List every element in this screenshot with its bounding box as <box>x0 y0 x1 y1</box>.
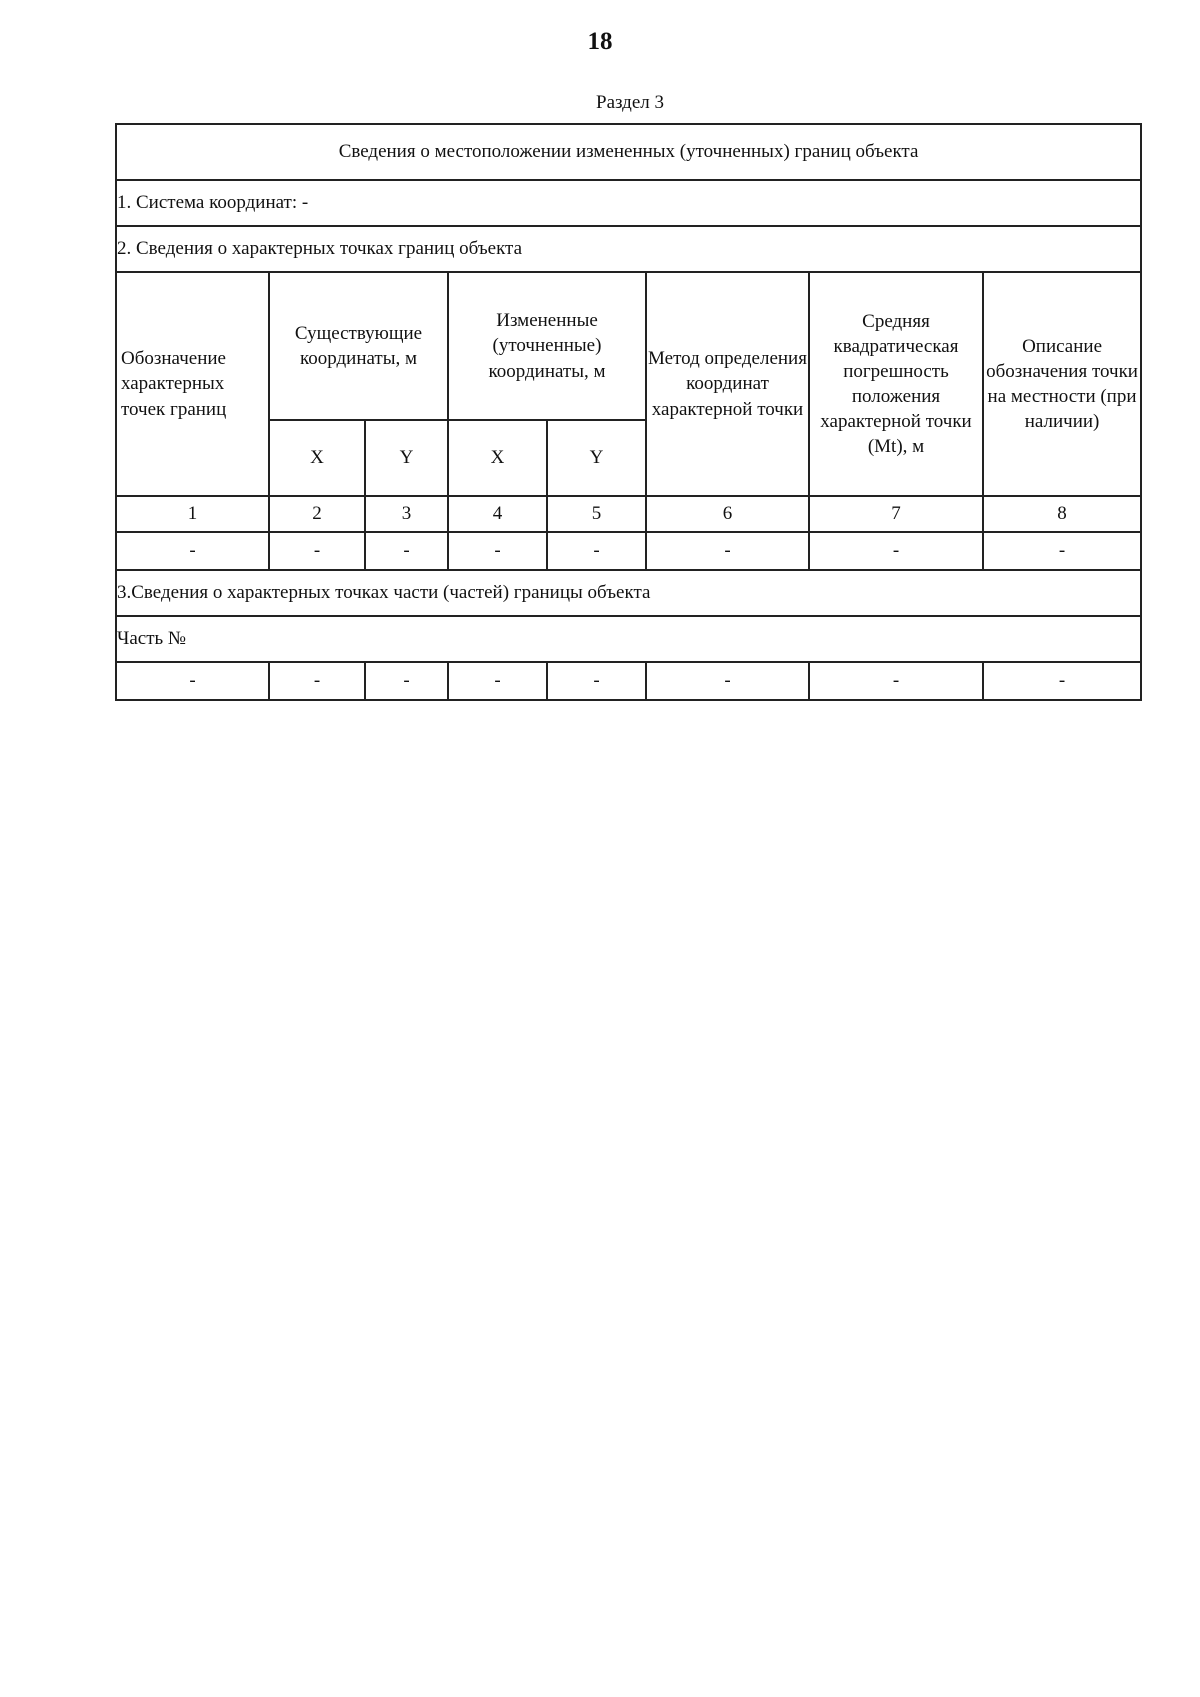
header-existing-coordinates: Существующие координаты, м <box>269 272 448 420</box>
table-cell: - <box>809 662 983 700</box>
part-number-row: Часть № <box>116 616 1141 662</box>
table-title: Сведения о местоположении измененных (уточненных) границ объекта <box>116 124 1141 180</box>
table-cell: - <box>116 662 269 700</box>
header-description: Описание обозначения точки на местности (при наличии) <box>983 272 1141 496</box>
table-cell: - <box>448 532 547 570</box>
parts-heading-row: 3.Сведения о характерных точках части (частей) границы объекта <box>116 570 1141 616</box>
column-number: 6 <box>646 496 809 532</box>
page-number: 18 <box>587 28 613 55</box>
table-row <box>116 662 1141 700</box>
table-cell: - <box>547 662 646 700</box>
column-number: 8 <box>983 496 1141 532</box>
column-number: 3 <box>365 496 448 532</box>
table-cell: - <box>269 662 365 700</box>
column-number: 5 <box>547 496 646 532</box>
header-changed-coordinates: Измененные (уточненные) координаты, м <box>448 272 646 420</box>
header-point-designation: Обозначение характерных точек границ <box>116 272 269 496</box>
column-number: 1 <box>116 496 269 532</box>
table-cell: - <box>809 532 983 570</box>
header-method: Метод определения координат характерной точки <box>646 272 809 496</box>
table-cell: - <box>448 662 547 700</box>
column-number: 4 <box>448 496 547 532</box>
section-label: Раздел 3 <box>596 92 664 113</box>
table-cell: - <box>269 532 365 570</box>
table-cell: - <box>365 662 448 700</box>
header-changed-x: X <box>448 420 547 496</box>
table-row <box>116 532 1141 570</box>
boundary-points-table <box>115 123 1142 701</box>
header-existing-x: X <box>269 420 365 496</box>
header-error: Средняя квадратическая погрешность положения характерной точки (Mt), м <box>809 272 983 496</box>
table-cell: - <box>983 662 1141 700</box>
header-changed-y: Y <box>547 420 646 496</box>
table-cell: - <box>646 532 809 570</box>
column-numbers-row <box>116 496 1141 532</box>
column-number: 2 <box>269 496 365 532</box>
header-existing-y: Y <box>365 420 448 496</box>
table-cell: - <box>983 532 1141 570</box>
points-heading-row: 2. Сведения о характерных точках границ объекта <box>116 226 1141 272</box>
table-cell: - <box>365 532 448 570</box>
table-cell: - <box>547 532 646 570</box>
coordinate-system-row: 1. Система координат: - <box>116 180 1141 226</box>
column-number: 7 <box>809 496 983 532</box>
table-cell: - <box>646 662 809 700</box>
table-cell: - <box>116 532 269 570</box>
